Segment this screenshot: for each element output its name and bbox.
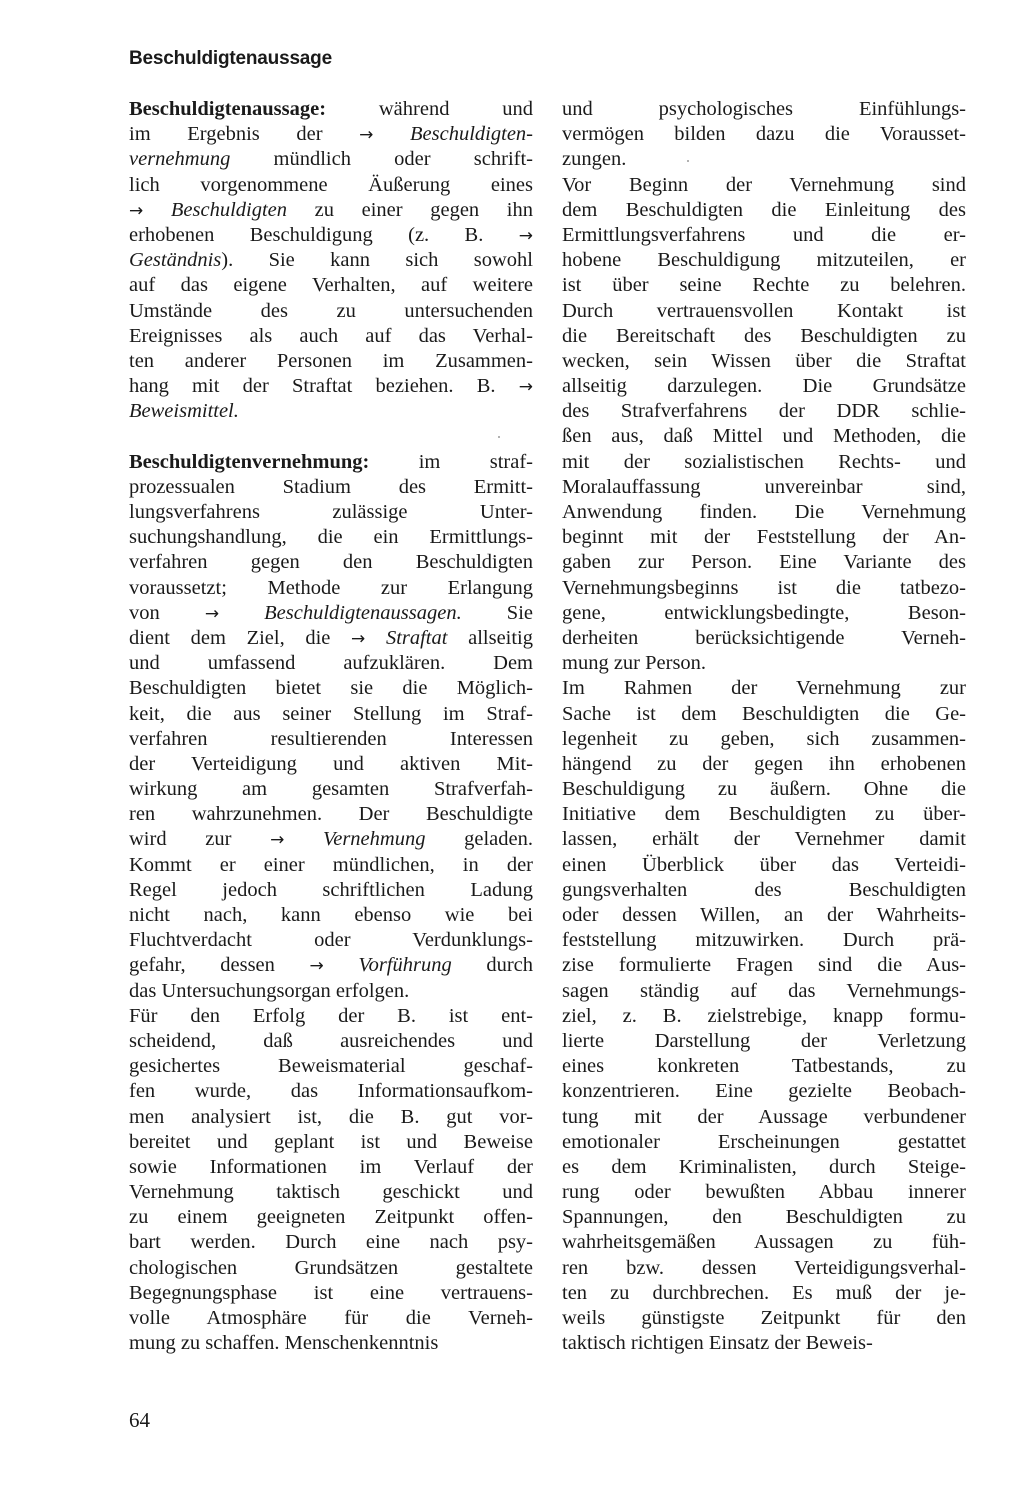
text-line [129,475,533,500]
text-run: bart werden. Durch eine nach psy- [129,1231,533,1254]
text-run: hobene Beschuldigung mitzuteilen, er [562,249,966,272]
text-run: mung zu schaffen. Menschenkenntnis [129,1332,439,1355]
text-line [562,273,966,298]
text-run: prozessualen Stadium des Ermitt- [129,475,533,498]
text-line [562,827,966,852]
text-line [129,147,533,172]
text-line [562,223,966,248]
text-run: des Strafverfahrens der DDR schlie- [562,400,966,423]
text-run: wirkung am gesamten Strafverfah- [129,778,533,801]
arrow-right-icon: → [270,830,285,851]
text-line [562,853,966,878]
text-run: gesichertes Beweismaterial geschaf- [129,1055,533,1078]
text-line [129,500,533,525]
text-run: das Untersuchungsorgan erfolgen. [129,979,410,1002]
text-line [129,1155,533,1180]
text-run: volle Atmosphäre für die Verneh- [129,1307,533,1329]
text-line [562,802,966,827]
text-run: mündlich oder schrift- [230,148,533,171]
text-line [562,550,966,575]
text-run: ziel, z. B. zielstrebige, knapp formu- [562,1004,966,1027]
text-line [129,1180,533,1205]
text-line [562,878,966,903]
text-line [562,1155,966,1180]
text-run: Beschuldigten bietet sie die Möglich- [129,677,533,700]
text-run: fen wurde, das Informationsaufkom- [129,1080,533,1103]
text-run: Vernehmungsbeginns ist die tatbezo- [562,576,966,599]
cross-reference: Geständnis [129,249,222,272]
cross-reference: Vernehmung [284,828,426,851]
text-line [129,399,533,424]
text-run: Sache ist dem Beschuldigten die Ge- [562,702,966,725]
text-line [129,1205,533,1230]
text-run: erhobenen Beschuldigung (z. B. [129,223,519,246]
cross-reference: Beschuldigten- [373,123,533,146]
text-run: zu einem geeigneten Zeitpunkt offen- [129,1206,533,1229]
text-run: im Ergebnis der [129,123,360,146]
text-run: Spannungen, den Beschuldigten zu [562,1206,966,1229]
text-run: mit der sozialistischen Rechts- und [562,450,966,473]
cross-reference: Vorführung [323,954,452,977]
text-run: mung zur Person. [562,652,707,675]
text-line [562,147,966,172]
text-run: chologischen Grundsätzen gestaltete [129,1256,533,1279]
text-line [562,1306,966,1331]
text-line [129,324,533,349]
text-line [129,979,533,1004]
text-run: gefahr, dessen [129,954,310,977]
text-line [129,223,533,248]
page-number: 64 [129,1408,150,1432]
text-line [562,424,966,449]
text-run: wecken, sein Wissen über die Straftat [562,349,966,372]
text-run: Im Rahmen der Vernehmung zur [562,677,966,700]
text-run: legenheit zu geben, sich zusammen- [562,727,966,750]
text-run: es dem Kriminalisten, durch Steige- [562,1155,966,1178]
text-line [562,777,966,802]
cross-reference: Straftat [365,626,448,649]
text-run: sagen ständig auf das Vernehmungs- [562,979,966,1002]
cross-reference: Beweismittel. [129,400,239,423]
text-line [562,651,966,676]
text-run: ren wahrzunehmen. Der Beschuldigte [129,803,533,826]
text-line [562,601,966,626]
text-line [562,122,966,147]
text-run: verfahren resultierenden Interessen [129,727,533,750]
text-run: ). Sie kann sich sowohl [221,249,533,272]
text-run: ist über seine Rechte zu belehren. [562,274,966,297]
text-run: hang mit der Straftat beziehen. B. [129,375,519,398]
text-run: ren bzw. dessen Verteidigungsverhal- [562,1256,966,1279]
text-line [562,1130,966,1155]
text-run: keit, die aus seiner Stellung im Straf- [129,702,533,725]
text-run: emotionaler Erscheinungen gestattet [562,1130,966,1153]
text-run: wird zur [129,828,271,851]
text-run: geladen. [425,828,533,851]
cross-reference: vernehmung [129,148,231,171]
text-line [129,752,533,777]
text-run: lungsverfahrens zulässige Unter- [129,501,533,523]
text-line [562,676,966,701]
text-line [129,1306,533,1331]
text-line [129,1230,533,1255]
text-line [562,248,966,273]
text-line [129,1331,533,1356]
text-line [129,122,533,147]
text-line [562,1256,966,1281]
text-run: verfahren gegen den Beschuldigten [129,551,533,574]
text-run: die Bereitschaft des Beschuldigten zu [562,324,966,347]
text-line [129,651,533,676]
text-line [562,1205,966,1230]
text-run: allseitig [447,626,533,649]
text-run: gene, entwicklungsbedingte, Beson- [562,601,966,624]
text-line [562,752,966,777]
text-line [129,676,533,701]
text-run: lich vorgenommene Äußerung eines [129,173,533,196]
text-run: taktisch richtigen Einsatz der Beweis- [562,1332,873,1355]
text-line [562,525,966,550]
text-line [562,1105,966,1130]
text-run: Vernehmung taktisch geschickt und [129,1181,533,1204]
text-run: derheiten berücksichtigende Verneh- [562,626,966,649]
text-line [562,576,966,601]
right-column [562,97,966,1356]
text-line [129,450,533,475]
text-line [562,727,966,752]
text-line [562,1079,966,1104]
cross-reference: Beschuldigten [143,198,288,221]
entry-term: Beschuldigtenaussage: [129,98,327,120]
text-run: voraussetzt; Methode zur Erlangung [129,576,533,599]
text-line [129,173,533,198]
text-run: beginnt mit der Feststellung der An- [562,526,966,549]
scan-speck [498,436,500,438]
arrow-right-icon: → [359,125,374,146]
text-run: Begegnungsphase ist eine vertrauens- [129,1281,533,1304]
text-line [562,299,966,324]
text-run: der Verteidigung und aktiven Mit- [129,752,533,775]
text-line [129,576,533,601]
text-run: allseitig darzulegen. Die Grundsätze [562,375,966,398]
text-run: während und [326,98,533,120]
text-line [129,1079,533,1104]
text-run: Initiative dem Beschuldigten zu über- [562,803,966,826]
text-run: Vor Beginn der Vernehmung sind [562,173,966,196]
text-line [129,827,533,852]
arrow-right-icon: → [518,225,533,246]
text-run: ten zu durchbrechen. Es muß der je- [562,1281,966,1304]
text-line [562,399,966,424]
text-line [129,1054,533,1079]
text-line [129,97,533,122]
text-run: Ereignisses als auch auf das Verhal- [129,324,533,347]
text-run: nicht nach, kann ebenso wie bei [129,904,533,926]
arrow-right-icon: → [518,377,533,398]
text-line [129,374,533,399]
text-line [129,878,533,903]
text-line [129,853,533,878]
text-line [129,299,533,324]
text-line [562,1004,966,1029]
text-run: hängend zu der gegen ihn erhobenen [562,752,966,775]
text-run: einen Überblick über das Verteidi- [562,853,966,876]
text-run: Anwendung finden. Die Vernehmung [562,501,966,523]
text-run: sowie Informationen im Verlauf der [129,1155,533,1178]
text-line [562,1281,966,1306]
text-run: vermögen bilden dazu die Vorausset- [562,123,966,146]
text-run: ßen aus, daß Mittel und Methoden, die [562,425,966,448]
text-line [562,173,966,198]
entry-term: Beschuldigtenvernehmung: [129,450,370,473]
text-run: zu einer gegen ihn [287,198,533,221]
text-line [562,979,966,1004]
text-line [562,97,966,122]
text-run: oder dessen Willen, an der Wahrheits- [562,904,966,926]
text-run: Umstände des zu untersuchenden [129,299,533,322]
text-line [562,349,966,374]
text-line [562,1331,966,1356]
text-run: eines konkreten Tatbestands, zu [562,1055,966,1078]
arrow-right-icon: → [129,200,144,221]
text-run: Sie [461,601,533,624]
text-run: Kommt er einer mündlichen, in der [129,853,533,876]
text-run: gungsverhalten des Beschuldigten [562,878,966,901]
text-run: scheidend, daß ausreichendes und [129,1029,533,1052]
text-run: Für den Erfolg der B. ist ent- [129,1004,533,1027]
text-run: und umfassend aufzuklären. Dem [129,652,533,675]
text-line [129,626,533,651]
text-line [129,601,533,626]
text-run: feststellung mitzuwirken. Durch prä- [562,929,966,952]
arrow-right-icon: → [204,603,220,624]
text-line [129,802,533,827]
text-run: von [129,601,205,624]
text-run: Regel jedoch schriftlichen Ladung [129,878,533,901]
text-run: rung oder bewußten Abbau innerer [562,1181,966,1204]
text-run: lassen, erhält der Vernehmer damit [562,828,966,851]
paragraph-gap [129,424,533,449]
text-run: men analysiert ist, die B. gut vor- [129,1105,533,1128]
text-run: zise formulierte Fragen sind die Aus- [562,954,966,977]
text-line [562,500,966,525]
text-line [562,903,966,928]
text-run: durch [451,954,533,977]
text-line [129,702,533,727]
text-run: wahrheitsgemäßen Aussagen zu füh- [562,1231,966,1254]
text-run: gaben zur Person. Eine Variante des [562,551,966,574]
text-line [129,1105,533,1130]
text-run: auf das eigene Verhalten, auf weitere [129,274,533,297]
text-run: Beschuldigung zu äußern. Ohne die [562,778,966,801]
text-run: und psychologisches Einfühlungs- [562,98,966,120]
arrow-right-icon: → [309,956,324,977]
text-run: bereitet und geplant ist und Beweise [129,1130,533,1153]
text-line [562,324,966,349]
text-line [562,1029,966,1054]
text-line [129,1281,533,1306]
text-line [562,374,966,399]
text-line [129,953,533,978]
text-line [129,248,533,273]
text-line [129,928,533,953]
text-line [129,727,533,752]
left-column [129,97,533,1356]
text-run: ten anderer Personen im Zusammen- [129,349,533,372]
text-line [562,626,966,651]
text-line [129,273,533,298]
text-run: konzentrieren. Eine gezielte Beobach- [562,1080,966,1103]
text-line [562,928,966,953]
cross-reference: Beschuldigtenaussagen. [219,601,462,624]
text-run: Durch vertrauensvollen Kontakt ist [562,299,966,322]
text-line [562,1054,966,1079]
text-run: lierte Darstellung der Verletzung [562,1029,966,1052]
text-line [129,777,533,802]
text-run: dient dem Ziel, die [129,626,352,649]
text-line [562,702,966,727]
text-line [129,198,533,223]
arrow-right-icon: → [351,628,366,649]
text-run: dem Beschuldigten die Einleitung des [562,198,966,221]
text-run: Moralauffassung unvereinbar sind, [562,475,966,498]
text-line [129,1256,533,1281]
text-line [129,903,533,928]
text-line [562,198,966,223]
text-run: Fluchtverdacht oder Verdunklungs- [129,929,533,952]
text-line [129,1004,533,1029]
text-run: Ermittlungsverfahrens und die er- [562,223,966,246]
text-line [129,1029,533,1054]
text-run: weils günstigste Zeitpunkt für den [562,1307,966,1329]
scan-speck [687,160,689,162]
running-head: Beschuldigtenaussage [129,48,332,69]
text-line [129,525,533,550]
text-line [129,550,533,575]
text-line [129,349,533,374]
text-line [562,475,966,500]
text-line [562,1180,966,1205]
text-line [562,1230,966,1255]
text-line [129,1130,533,1155]
text-run: suchungshandlung, die ein Ermittlungs- [129,526,533,549]
text-run: im straf- [369,450,533,473]
text-run: zungen. [562,148,627,171]
text-line [562,450,966,475]
text-line [562,953,966,978]
text-run: tung mit der Aussage verbundener [562,1105,966,1128]
